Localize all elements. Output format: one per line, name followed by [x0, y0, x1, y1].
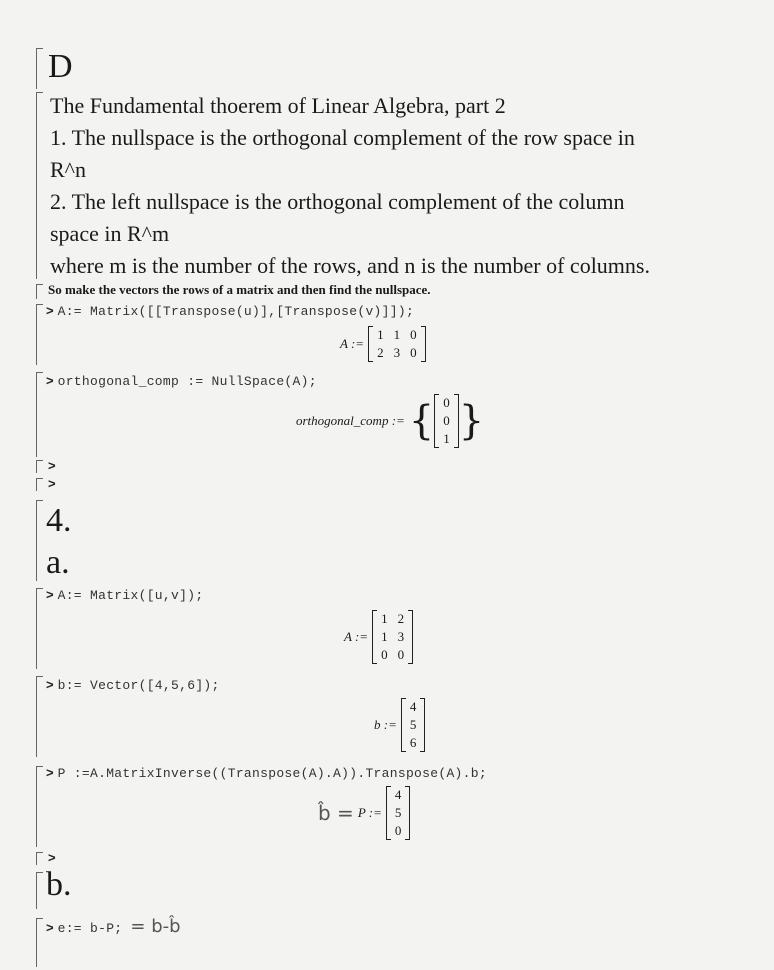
set-close-brace: } [458, 398, 485, 444]
matrix-entry: 4 [409, 699, 417, 714]
theorem-line-3: where m is the number of the rows, and n is the number of columns. [50, 253, 650, 278]
matrix-entry: 4 [394, 787, 402, 802]
handwritten-annotation: = b-b̂ [130, 916, 181, 937]
vector-output [386, 786, 411, 840]
output-3 [344, 610, 413, 664]
output-4 [374, 698, 425, 752]
set-open-brace: { [408, 398, 435, 444]
matrix-entry: 1 [393, 327, 401, 342]
matrix-entry: 1 [381, 611, 388, 626]
section-bracket [36, 500, 43, 581]
matrix-entry: 0 [381, 647, 388, 662]
exec-group-bracket [36, 304, 43, 365]
prompt-symbol: > [46, 303, 54, 318]
command-input[interactable]: e:= b-P; [57, 921, 123, 936]
prompt-symbol: > [46, 587, 54, 602]
theorem-line-1b: R^n [50, 157, 86, 182]
exec-group-bracket [36, 918, 43, 967]
output-lhs: P := [357, 805, 382, 820]
command-line-5[interactable] [46, 764, 487, 782]
prompt-symbol: > [46, 920, 54, 935]
command-line-6[interactable] [46, 916, 181, 937]
output-5 [318, 786, 410, 840]
exec-group-bracket [36, 478, 43, 491]
matrix-row [376, 610, 409, 628]
matrix-row [405, 734, 422, 752]
prompt-symbol: > [46, 677, 54, 692]
section-heading-b: b. [46, 866, 72, 903]
section-bracket [36, 872, 43, 909]
theorem-line-1a: 1. The nullspace is the orthogonal complement of the row space in [50, 125, 635, 150]
matrix-entry: 5 [409, 717, 417, 732]
vector-output [434, 394, 459, 448]
matrix-row [438, 394, 455, 412]
section-bracket [36, 48, 43, 89]
exec-group-bracket [36, 372, 43, 457]
matrix-entry: 6 [409, 735, 417, 750]
output-lhs: orthogonal_comp := [296, 413, 405, 428]
note-text: So make the vectors the rows of a matrix and then find the nullspace. [48, 282, 431, 297]
command-input[interactable]: A:= Matrix([u,v]); [57, 588, 204, 603]
output-lhs: A := [344, 629, 369, 644]
matrix-row [390, 822, 407, 840]
matrix-entry: 0 [410, 345, 417, 360]
matrix-entry: 1 [377, 327, 384, 342]
matrix-row [405, 716, 422, 734]
output-lhs: b := [374, 717, 397, 732]
matrix-entry: 5 [394, 805, 402, 820]
matrix-entry: 2 [397, 611, 405, 626]
command-line-2[interactable] [46, 372, 317, 390]
empty-prompt[interactable]: > [48, 850, 56, 865]
command-input[interactable]: A:= Matrix([[Transpose(u)],[Transpose(v)]]); [57, 304, 415, 319]
handwritten-bhat: b̂ = [318, 801, 354, 825]
matrix-row [376, 628, 409, 646]
matrix-row [372, 344, 422, 362]
theorem-line-2a: 2. The left nullspace is the orthogonal complement of the column [50, 189, 625, 214]
command-line-4[interactable] [46, 676, 220, 694]
output-2 [296, 394, 484, 448]
matrix-entry: 3 [397, 629, 405, 644]
text-block-bracket [36, 92, 43, 279]
command-input[interactable]: b:= Vector([4,5,6]); [57, 678, 220, 693]
exec-group-bracket [36, 766, 43, 847]
output-lhs: A := [340, 336, 365, 351]
matrix-entry: 0 [397, 647, 405, 662]
matrix-entry: 0 [443, 413, 450, 428]
empty-prompt[interactable]: > [48, 476, 56, 491]
theorem-title: The Fundamental thoerem of Linear Algebra, part 2 [50, 93, 506, 118]
matrix-entry: 2 [377, 345, 384, 360]
theorem-block [50, 90, 760, 282]
matrix-row [390, 786, 407, 804]
output-1 [340, 326, 426, 362]
empty-prompt[interactable]: > [48, 458, 56, 473]
matrix-row [405, 698, 422, 716]
matrix-row [372, 326, 422, 344]
matrix-entry: 1 [443, 431, 450, 446]
command-input[interactable]: P :=A.MatrixInverse((Transpose(A).A)).Transpose(A).b; [57, 766, 487, 781]
matrix-row [390, 804, 407, 822]
matrix-output [368, 326, 426, 362]
matrix-row [376, 646, 409, 664]
vector-output [401, 698, 426, 752]
exec-group-bracket [36, 676, 43, 757]
section-heading-d: D [48, 48, 73, 85]
matrix-entry: 1 [381, 629, 388, 644]
command-input[interactable]: orthogonal_comp := NullSpace(A); [57, 374, 317, 389]
section-heading-4: 4. [46, 502, 72, 539]
exec-group-bracket [36, 588, 43, 669]
exec-group-bracket [36, 460, 43, 473]
matrix-row [438, 412, 455, 430]
section-heading-a: a. [46, 544, 70, 581]
note-bracket [36, 284, 43, 299]
exec-group-bracket [36, 852, 43, 865]
command-line-3[interactable] [46, 586, 203, 604]
prompt-symbol: > [46, 765, 54, 780]
matrix-row [438, 430, 455, 448]
command-line-1[interactable] [46, 302, 414, 320]
prompt-symbol: > [46, 373, 54, 388]
matrix-entry: 0 [410, 327, 417, 342]
matrix-entry: 3 [393, 345, 401, 360]
matrix-entry: 0 [394, 823, 402, 838]
theorem-line-2b: space in R^m [50, 221, 170, 246]
matrix-entry: 0 [443, 395, 450, 410]
matrix-output [372, 610, 413, 664]
